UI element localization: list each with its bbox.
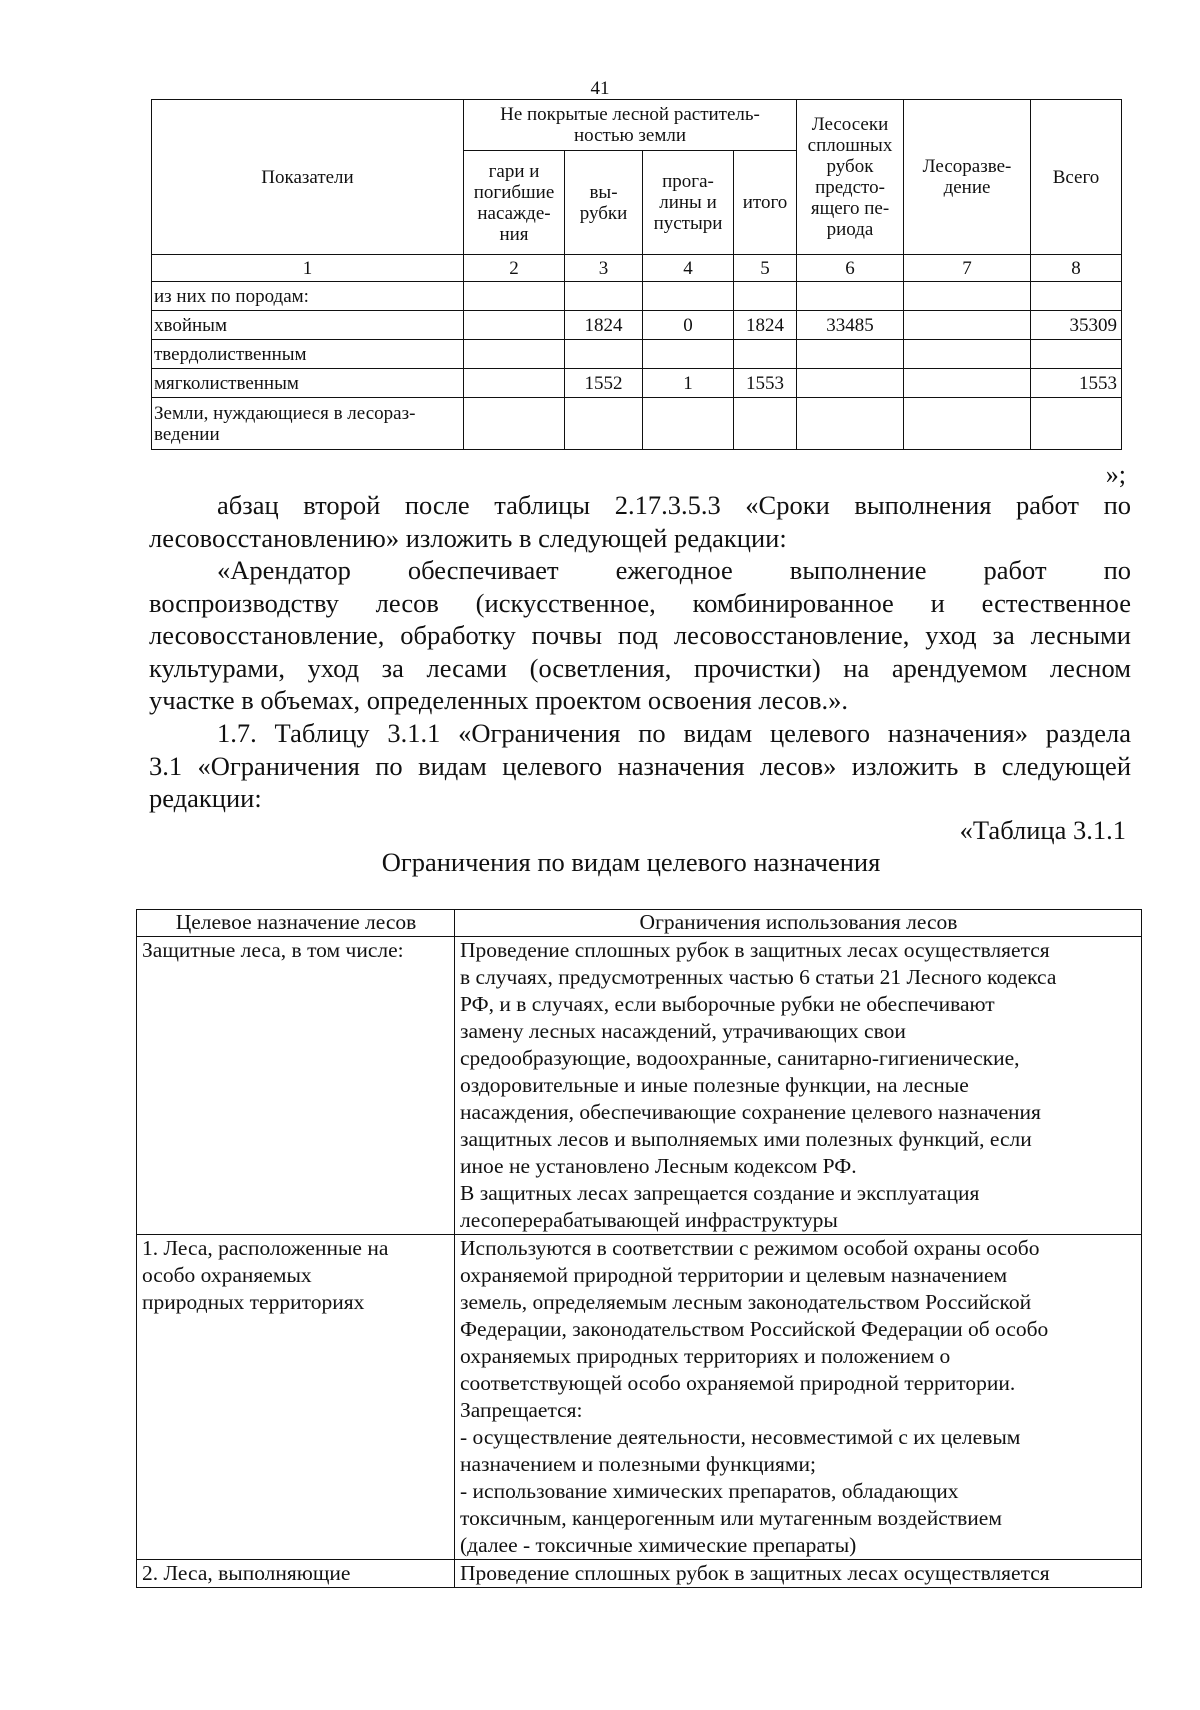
header-clearcut-areas: Лесосеки сплошных рубок предсто- ящего пе- риода xyxy=(797,100,904,255)
col-number: 7 xyxy=(904,255,1031,282)
col-number: 2 xyxy=(464,255,565,282)
table-row xyxy=(137,1560,1142,1588)
table-row xyxy=(152,398,1122,450)
row-label: твердолиственным xyxy=(152,340,464,369)
col-number: 6 xyxy=(797,255,904,282)
table-label: «Таблица 3.1.1 xyxy=(959,815,1126,845)
row-label: Земли, нуждающиеся в лесораз- ведении xyxy=(152,398,464,450)
header-total: Всего xyxy=(1031,100,1122,255)
header-purpose: Целевое назначение лесов xyxy=(137,910,455,937)
col-number: 4 xyxy=(643,255,734,282)
header-afforestation: Лесоразве- дение xyxy=(904,100,1031,255)
table-row xyxy=(152,340,1122,369)
table-row: хвойным 1824 0 1824 33485 35309 xyxy=(152,311,1122,340)
table-row xyxy=(152,282,1122,311)
row-label: хвойным xyxy=(152,311,464,340)
closing-quote: »; xyxy=(1105,460,1126,489)
table-title: Ограничения по видам целевого назначения xyxy=(381,847,881,877)
limits-cell: Проведение сплошных рубок в защитных лесах осуществляется в случаях, предусмотренных частью 6 статьи 21 Лесного кодекса РФ, и в случаях, если выборочные рубки не обеспечивают замену лесных насаждений, утрачивающих свои средообразующие, водоохранные, санитарно-гигиенические, оздоровительные и иные полезные функции, на лесные насаждения, обеспечивающие сохранение целевого назначения защитных лесов и выполняемых ими полезных функций, если иное не установлено Лесным кодексом РФ. В защитных лесах запрещается создание и эксплуатация лесоперерабатывающей инфраструктуры xyxy=(455,937,1142,1235)
header-uncovered-lands: Не покрытые лесной раститель- ностью земли xyxy=(464,100,797,151)
row-label: из них по породам: xyxy=(152,282,464,311)
header-subtotal: итого xyxy=(734,151,797,255)
paragraph-2: «Арендатор обеспечивает ежегодное выполнение работ по воспроизводству лесов (искусственное, комбинированное и естественное лесовосстановление, обработку почвы под лесовосстановление, уход за лесными культурами, уход за лесами (осветления, прочистки) на арендуемом лесном участке в объемах, определенных проектом освоения лесов.». xyxy=(149,555,1131,716)
table-row xyxy=(137,937,1142,1235)
col-number: 1 xyxy=(152,255,464,282)
restrictions-table xyxy=(136,909,1142,1588)
header-glades: прога- лины и пустыри xyxy=(643,151,734,255)
limits-cell: Используются в соответствии с режимом особой охраны особо охраняемой природной территории и целевым назначением земель, определяемым лесным законодательством Российской Федерации, законодательством Российской Федерации об особо охраняемых природных территориях и положением о соответствующей особо охраняемой природной территории. Запрещается: - осуществление деятельности, несовместимой с их целевым назначением и полезными функциями; - использование химических препаратов, обладающих токсичным, канцерогенным или мутагенным воздействием (далее - токсичные химические препараты) xyxy=(455,1235,1142,1560)
page-number: 41 xyxy=(590,78,610,99)
header-cuttings: вы- рубки xyxy=(565,151,643,255)
purpose-cell: 2. Леса, выполняющие xyxy=(137,1560,455,1588)
paragraph-3: 1.7. Таблицу 3.1.1 «Ограничения по видам целевого назначения» раздела 3.1 «Ограничения по видам целевого назначения лесов» изложить в следующей редакции: xyxy=(149,718,1131,814)
table-row: мягколиственным 1552 1 1553 1553 xyxy=(152,369,1122,398)
col-number: 5 xyxy=(734,255,797,282)
limits-cell: Проведение сплошных рубок в защитных лесах осуществляется xyxy=(455,1560,1142,1588)
column-numbers-row xyxy=(152,255,1122,282)
header-limits: Ограничения использования лесов xyxy=(455,910,1142,937)
col-number: 8 xyxy=(1031,255,1122,282)
row-label: мягколиственным xyxy=(152,369,464,398)
header-indicators: Показатели xyxy=(152,100,464,255)
purpose-cell: 1. Леса, расположенные на особо охраняемых природных территориях xyxy=(137,1235,455,1560)
paragraph-1: абзац второй после таблицы 2.17.3.5.3 «Сроки выполнения работ по лесовосстановлению» изложить в следующей редакции: xyxy=(149,490,1131,553)
col-number: 3 xyxy=(565,255,643,282)
table-row xyxy=(137,1235,1142,1560)
forest-land-table xyxy=(151,99,1122,450)
header-burns: гари и погибшие насажде- ния xyxy=(464,151,565,255)
purpose-cell: Защитные леса, в том числе: xyxy=(137,937,455,1235)
